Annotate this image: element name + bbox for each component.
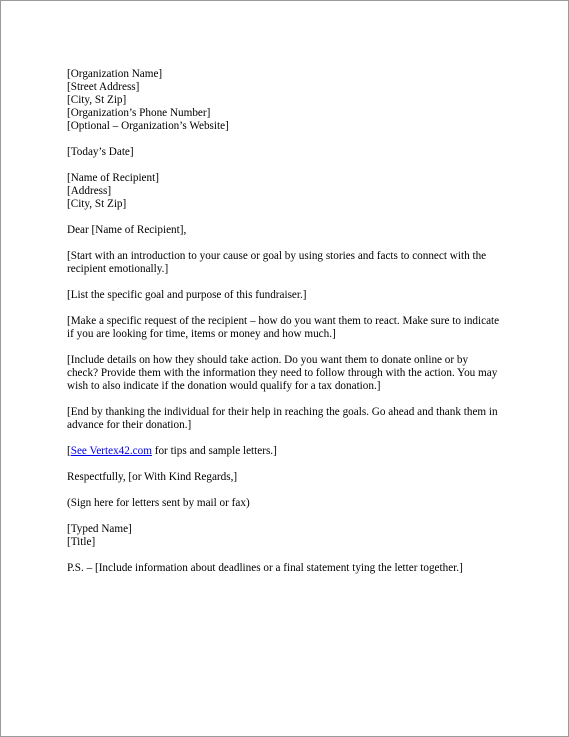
sender-website: [Optional – Organization’s Website] — [67, 120, 229, 132]
date-block — [67, 146, 527, 159]
sender-city: [City, St Zip] — [67, 94, 127, 106]
recipient-city: [City, St Zip] — [67, 198, 127, 210]
recipient-name: [Name of Recipient] — [67, 172, 159, 184]
paragraph-line: if you are looking for time, items or money and how much.] — [67, 328, 336, 340]
sender-block — [67, 68, 527, 133]
paragraph-line: [Include details on how they should take action. Do you want them to donate online or by — [67, 354, 469, 366]
signature-block — [67, 523, 527, 549]
paragraph-line: [List the specific goal and purpose of this fundraiser.] — [67, 289, 307, 301]
paragraph-thanks — [67, 406, 527, 432]
sender-phone: [Organization’s Phone Number] — [67, 107, 211, 119]
sign-note-text: (Sign here for letters sent by mail or fax) — [67, 497, 250, 509]
paragraph-line: recipient emotionally.] — [67, 263, 169, 275]
sender-org-name: [Organization Name] — [67, 68, 163, 80]
postscript — [67, 562, 527, 575]
paragraph-action — [67, 354, 527, 393]
postscript-text: P.S. – [Include information about deadlines or a final statement tying the letter together.] — [67, 562, 463, 574]
paragraph-request — [67, 315, 527, 341]
closing — [67, 471, 527, 484]
paragraph-line: [End by thanking the individual for their help in reaching the goals. Go ahead and thank them in — [67, 406, 498, 418]
salutation — [67, 224, 527, 237]
paragraph-line: check? Provide them with the information they need to follow through with the action. You may — [67, 367, 498, 379]
tip-open-bracket: [ — [67, 445, 71, 457]
letter-body — [67, 68, 527, 588]
paragraph-introduction — [67, 250, 527, 276]
letter-date: [Today’s Date] — [67, 146, 134, 158]
paragraph-goal — [67, 289, 527, 302]
paragraph-line: wish to also indicate if the donation would qualify for a tax donation.] — [67, 380, 381, 392]
recipient-address: [Address] — [67, 185, 112, 197]
salutation-text: Dear [Name of Recipient], — [67, 224, 187, 236]
paragraph-line: [Make a specific request of the recipient – how do you want them to react. Make sure to indicate — [67, 315, 500, 327]
paragraph-line: advance for their donation.] — [67, 419, 192, 431]
typed-name: [Typed Name] — [67, 523, 132, 535]
sender-street: [Street Address] — [67, 81, 140, 93]
tip-line — [67, 445, 527, 458]
tip-text — [67, 445, 527, 458]
vertex42-link[interactable]: See Vertex42.com — [70, 445, 152, 457]
tip-rest: for tips and sample letters.] — [151, 445, 277, 457]
closing-text: Respectfully, [or With Kind Regards,] — [67, 471, 238, 483]
paragraph-line: [Start with an introduction to your cause or goal by using stories and facts to connect with the — [67, 250, 487, 262]
signer-title: [Title] — [67, 536, 96, 548]
recipient-block — [67, 172, 527, 211]
sign-note — [67, 497, 527, 510]
